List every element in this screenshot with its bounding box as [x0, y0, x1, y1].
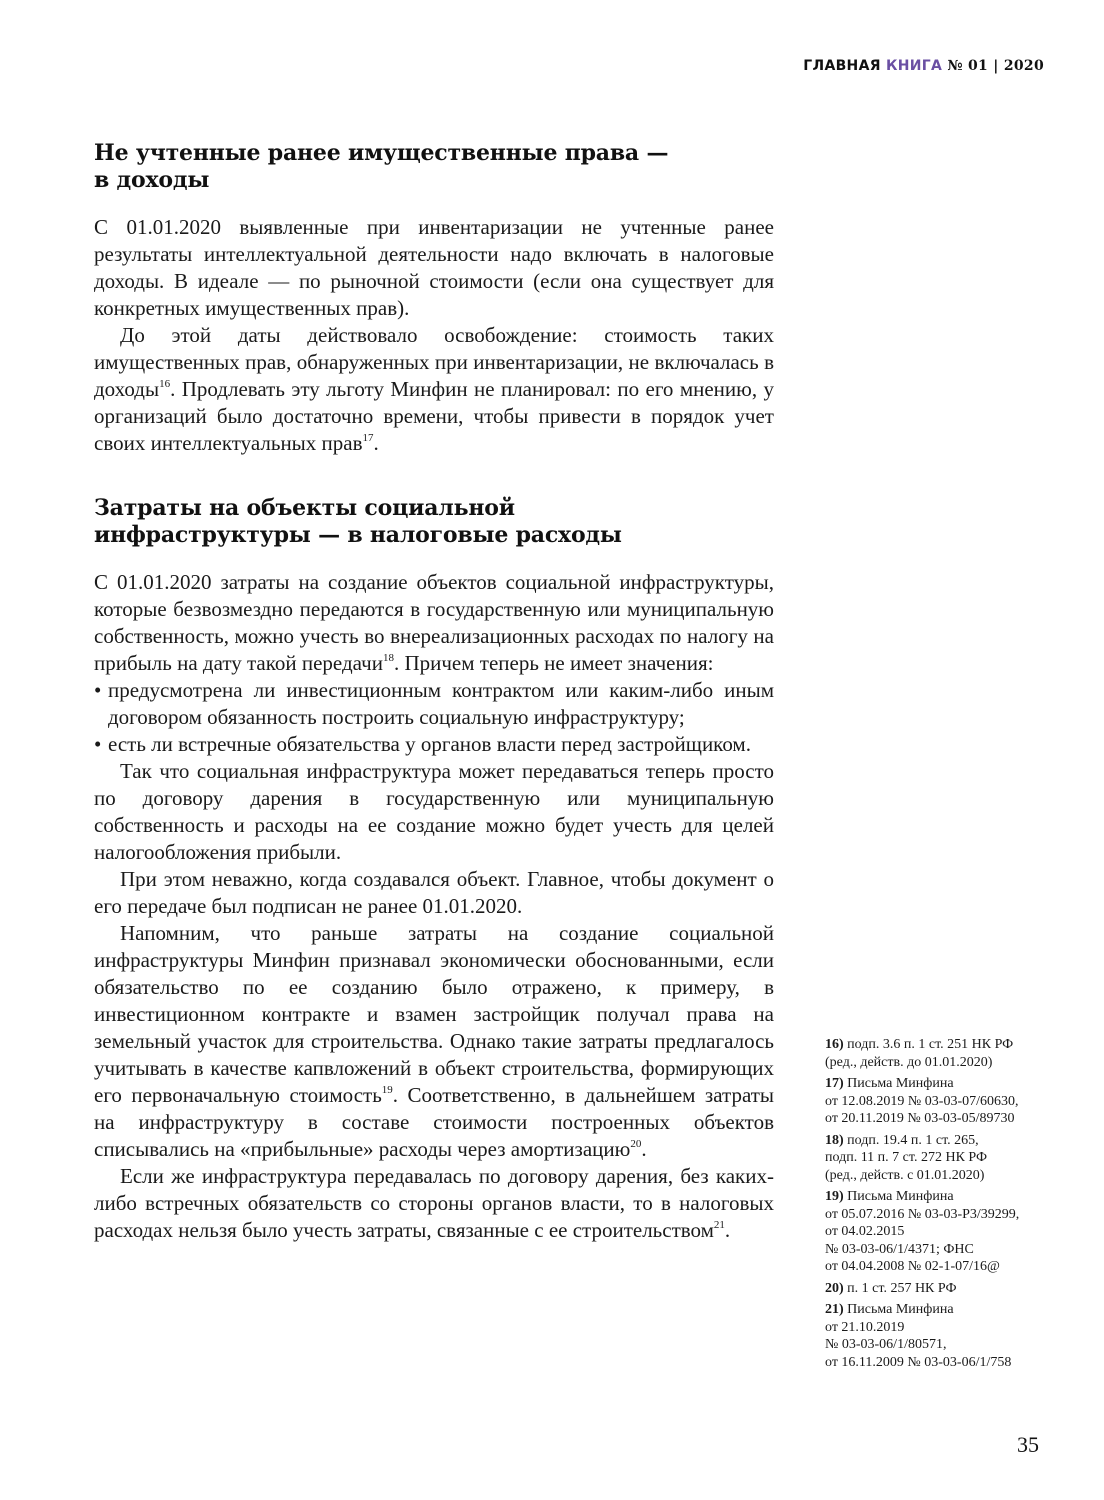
running-header: [803, 58, 1044, 74]
text: Если же инфраструктура передавалась по договору дарения, без каких-либо встречных обязательств со стороны органов власти, то в налоговых расходах нельзя было учесть затраты, связанные с ее строительством: [94, 1164, 774, 1242]
footnote-18: [825, 1132, 1050, 1185]
footnote-ref[interactable]: 18: [382, 652, 394, 664]
footnote-text: Письма Минфина: [847, 1189, 954, 1204]
footnote-16: [825, 1036, 1050, 1071]
footnote-number: 18): [825, 1132, 844, 1148]
footnote-text: Письма Минфина: [847, 1076, 954, 1091]
footnote-text: от 21.10.2019: [825, 1319, 905, 1335]
magazine-title-part1: ГЛАВНАЯ: [803, 58, 881, 74]
paragraph: При этом неважно, когда создавался объект. Главное, чтобы документ о его передаче был подписан не ранее 01.01.2020.: [94, 867, 774, 918]
heading-line: Не учтенные ранее имущественные права —: [94, 140, 669, 166]
footnote-text: от 16.11.2009 № 03-03-06/1/758: [825, 1354, 1012, 1370]
paragraph: [94, 920, 774, 1163]
page-number: 35: [1017, 1432, 1039, 1457]
heading-line: в доходы: [94, 167, 210, 193]
paragraph: С 01.01.2020 выявленные при инвентаризации не учтенные ранее результаты интеллектуальной деятельности надо включать в налоговые доходы. В идеале — по рыночной стоимости (если она существует для конкретных имущественных прав).: [94, 215, 774, 320]
footnote-text: подп. 19.4 п. 1 ст. 265,: [847, 1132, 979, 1148]
footnote-21: [825, 1301, 1050, 1371]
section-heading: [94, 495, 774, 549]
heading-line: Затраты на объекты социальной: [94, 495, 515, 521]
footnote-text: подп. 3.6 п. 1 ст. 251 НК РФ: [847, 1037, 1014, 1052]
footnote-text: от 12.08.2019 № 03-03-07/60630,: [825, 1093, 1019, 1109]
footnote-text: (ред., действ. до 01.01.2020): [825, 1054, 993, 1070]
magazine-title-part2: КНИГА: [885, 58, 943, 74]
footnote-ref[interactable]: 20: [630, 1138, 642, 1150]
paragraph: [94, 322, 774, 457]
section-heading: [94, 140, 774, 194]
footnotes-sidebar: [825, 1036, 1050, 1375]
paragraph: Так что социальная инфраструктура может передаваться теперь просто по договору дарения в государственную или муниципальную собственность и расходы на ее создание можно будет учесть для целей налогообложения прибыли.: [94, 759, 774, 864]
text: .: [373, 431, 379, 455]
footnote-20: [825, 1280, 1050, 1298]
text: До этой даты действовало освобождение: стоимость таких имущественных прав, обнаруженных при инвентаризации, не включалась в доходы: [94, 323, 774, 401]
heading-line: инфраструктуры — в налоговые расходы: [94, 522, 622, 548]
footnote-text: Письма Минфина: [847, 1302, 954, 1317]
footnote-number: 17): [825, 1076, 844, 1091]
footnote-19: [825, 1188, 1050, 1276]
main-column: [94, 140, 775, 1242]
footnote-text: от 05.07.2016 № 03-03-Р3/39299,: [825, 1206, 1020, 1222]
footnote-number: 16): [825, 1037, 844, 1052]
section-social-infrastructure: [94, 495, 774, 1244]
footnote-number: 19): [825, 1189, 844, 1204]
footnote-text: от 20.11.2019 № 03-03-05/89730: [825, 1111, 1015, 1126]
footnote-ref[interactable]: 19: [381, 1084, 393, 1096]
footnote-text: подп. 11 п. 7 ст. 272 НК РФ: [825, 1150, 988, 1165]
footnote-text: № 03-03-06/1/4371; ФНС: [825, 1241, 974, 1257]
footnote-text: № 03-03-06/1/80571,: [825, 1337, 947, 1352]
text: . Продлевать эту льготу Минфин не планировал: по его мнению, у организаций было достаточно времени, чтобы привести в порядок учет своих интеллектуальных прав: [94, 377, 774, 455]
footnote-ref[interactable]: 17: [362, 432, 374, 444]
text: . Соответственно, в дальнейшем затраты на инфраструктуру в составе стоимости построенных объектов списывались на «прибыльные» расходы через амортизацию: [94, 1083, 775, 1161]
bullet-list: [94, 677, 774, 758]
list-item: • предусмотрена ли инвестиционным контрактом или каким-либо иным договором обязанность построить социальную инфраструктуру;: [94, 677, 774, 731]
paragraph: [94, 1163, 774, 1244]
paragraph: [94, 569, 774, 677]
text: .: [724, 1218, 731, 1242]
footnote-text: (ред., действ. с 01.01.2020): [825, 1167, 985, 1183]
footnote-text: от 04.04.2008 № 02-1-07/16@: [825, 1259, 1000, 1274]
section-property-rights: [94, 140, 774, 457]
text: С 01.01.2020 затраты на создание объектов социальной инфраструктуры, которые безвозмездно передаются в государственную или муниципальную собственность, можно учесть во внереализационных расходах по налогу на прибыль на дату такой передачи: [94, 570, 774, 675]
footnote-number: 20): [825, 1280, 844, 1296]
text: .: [641, 1137, 647, 1161]
footnote-number: 21): [825, 1302, 844, 1317]
footnote-17: [825, 1075, 1050, 1128]
footnote-ref[interactable]: 16: [159, 378, 171, 390]
issue-number: № 01 | 2020: [947, 58, 1044, 74]
footnote-text: п. 1 ст. 257 НК РФ: [847, 1280, 957, 1296]
footnote-text: от 04.02.2015: [825, 1224, 905, 1239]
text: Напомним, что раньше затраты на создание социальной инфраструктуры Минфин признавал экономически обоснованными, если обязательство по ее созданию было отражено, к примеру, в инвестиционном контракте и взамен застройщик получал права на земельный участок для строительства. Однако такие затраты предлагалось учитывать в качестве капвложений в объект строительства, формирующих его первоначальную стоимость: [94, 921, 774, 1107]
list-item: • есть ли встречные обязательства у органов власти перед застройщиком.: [94, 731, 774, 758]
footnote-ref[interactable]: 21: [713, 1219, 725, 1231]
text: . Причем теперь не имеет значения:: [393, 651, 714, 675]
